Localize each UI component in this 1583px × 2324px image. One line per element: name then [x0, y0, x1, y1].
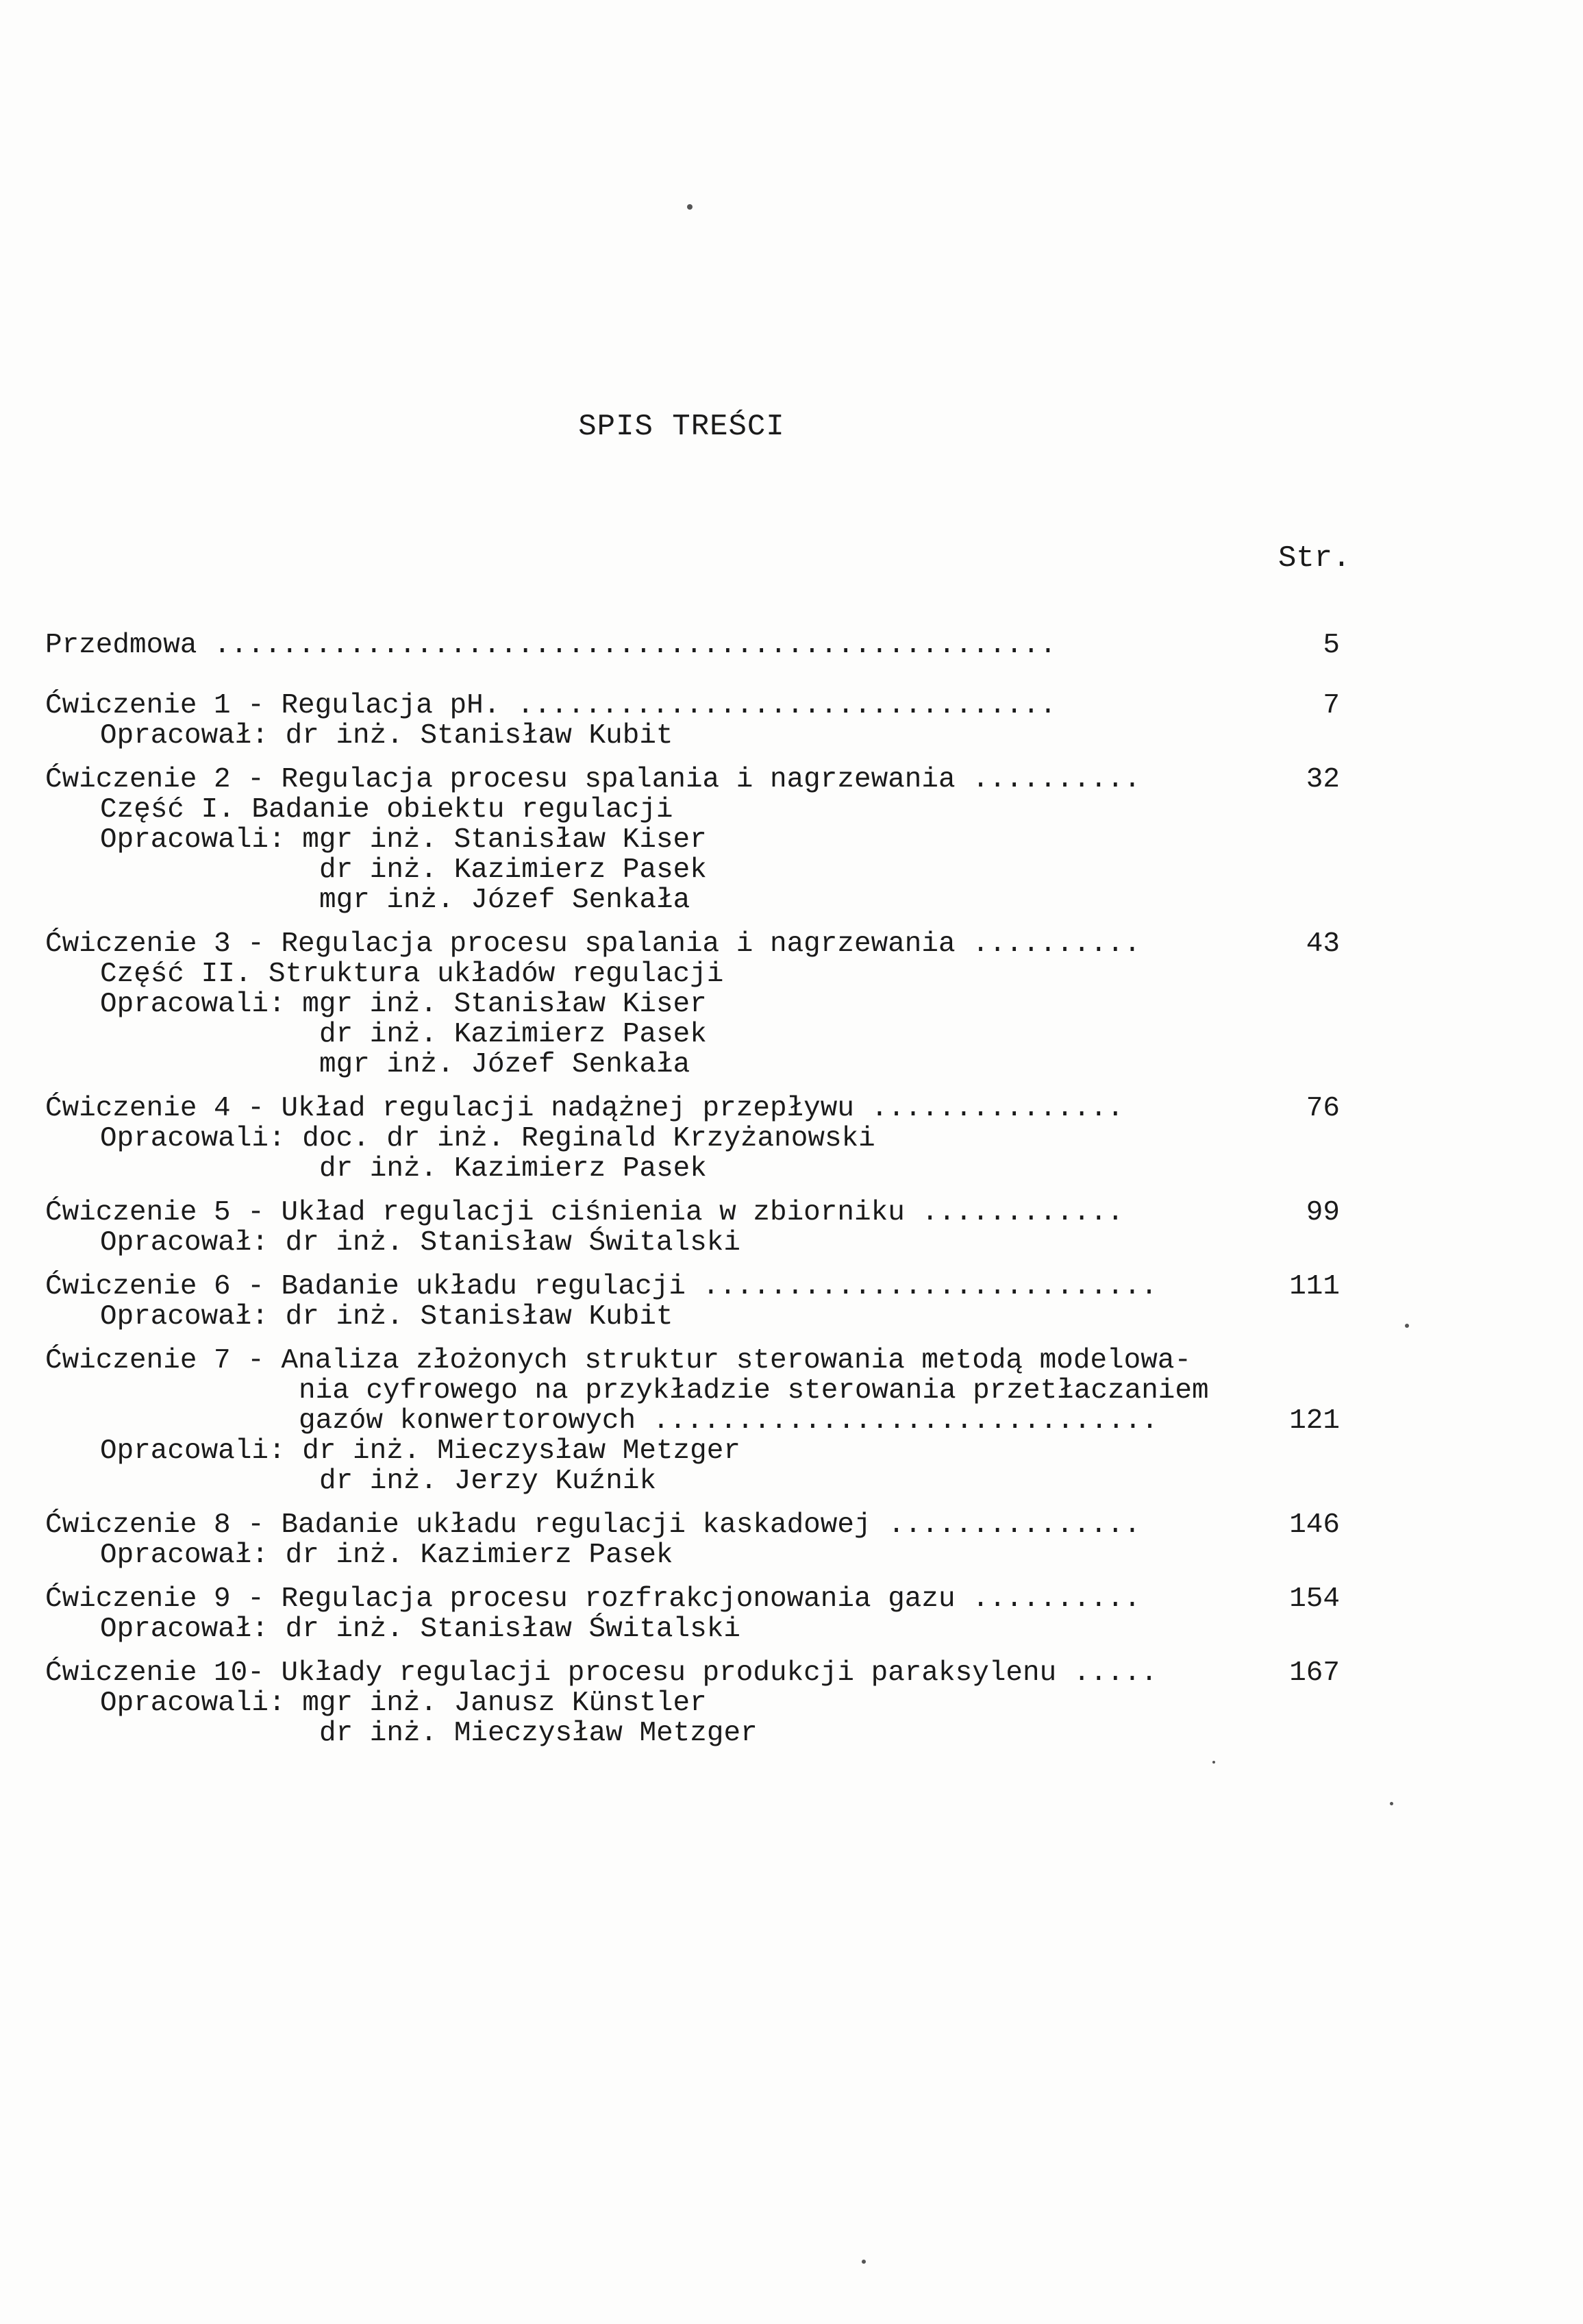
toc-line-text: Ćwiczenie 2 - Regulacja procesu spalania i nagrzewania .......... — [45, 764, 1141, 795]
toc-line-text: Przedmowa .................................................. — [45, 630, 1057, 661]
toc-page-number: 43 — [1306, 928, 1340, 960]
toc-line-text: Opracował: dr inż. Stanisław Świtalski — [100, 1614, 740, 1645]
scan-speck — [1390, 1802, 1393, 1805]
toc-entry-heading — [45, 1272, 1415, 1302]
page-column-label: Str. — [1278, 541, 1351, 576]
toc-entry-detail — [45, 959, 1415, 989]
toc-entry-heading — [45, 1584, 1415, 1614]
toc-line-text: Ćwiczenie 8 - Badanie układu regulacji kaskadowej ............... — [45, 1509, 1141, 1541]
toc-entry — [45, 1658, 1415, 1748]
toc-entry-detail — [45, 855, 1415, 885]
toc-page-number: 7 — [1323, 690, 1340, 721]
toc-entry-detail — [45, 1228, 1415, 1258]
toc-entry — [45, 691, 1415, 751]
toc-line-text: Ćwiczenie 4 - Układ regulacji nadążnej przepływu ............... — [45, 1093, 1124, 1124]
toc-entry — [45, 1272, 1415, 1332]
toc-spacer — [45, 1748, 1415, 1762]
table-of-contents — [45, 630, 1415, 1762]
toc-line-text: Opracowali: mgr inż. Stanisław Kiser — [100, 989, 707, 1020]
toc-page-number: 154 — [1289, 1583, 1340, 1615]
toc-page-number: 5 — [1323, 630, 1340, 661]
toc-line-text: Opracowali: mgr inż. Stanisław Kiser — [100, 824, 707, 856]
scan-speck — [687, 204, 693, 210]
toc-entry-detail — [45, 1376, 1415, 1406]
toc-line-text: dr inż. Jerzy Kuźnik — [319, 1466, 657, 1497]
toc-entry — [45, 765, 1415, 915]
page-title: SPIS TREŚCI — [578, 410, 785, 444]
toc-spacer — [45, 1184, 1415, 1198]
toc-entry — [45, 630, 1415, 660]
toc-entry-detail — [45, 885, 1415, 915]
toc-line-text: dr inż. Mieczysław Metzger — [319, 1718, 758, 1749]
toc-entry-heading — [45, 1346, 1415, 1376]
toc-line-text: Opracowali: doc. dr inż. Reginald Krzyżanowski — [100, 1123, 875, 1154]
toc-entry-detail — [45, 795, 1415, 825]
toc-spacer — [45, 1644, 1415, 1658]
toc-page-number: 146 — [1289, 1509, 1340, 1541]
toc-line-text: mgr inż. Józef Senkała — [319, 885, 690, 916]
toc-entry-detail — [45, 1302, 1415, 1332]
toc-line-text: nia cyfrowego na przykładzie sterowania przetłaczaniem — [299, 1375, 1209, 1407]
toc-page-number: 111 — [1289, 1271, 1340, 1302]
toc-line-text: Ćwiczenie 9 - Regulacja procesu rozfrakcjonowania gazu .......... — [45, 1583, 1141, 1615]
toc-entry-heading — [45, 1093, 1415, 1124]
toc-entry-detail — [45, 1540, 1415, 1570]
toc-spacer — [45, 751, 1415, 765]
toc-line-text: Ćwiczenie 7 - Analiza złożonych struktur sterowania metodą modelowa- — [45, 1345, 1192, 1376]
toc-line-text: Część I. Badanie obiektu regulacji — [100, 794, 673, 826]
toc-line-text: Ćwiczenie 10- Układy regulacji procesu produkcji paraksylenu ..... — [45, 1657, 1158, 1689]
toc-page-number: 99 — [1306, 1197, 1340, 1228]
toc-entry-detail — [45, 1019, 1415, 1050]
toc-entry — [45, 929, 1415, 1080]
scan-speck — [1212, 1761, 1215, 1764]
toc-entry — [45, 1346, 1415, 1496]
toc-entry-detail — [45, 1436, 1415, 1466]
toc-page-number: 32 — [1306, 764, 1340, 795]
toc-line-text: dr inż. Kazimierz Pasek — [319, 1019, 707, 1050]
toc-spacer — [45, 1332, 1415, 1346]
scan-speck — [1405, 1324, 1409, 1328]
toc-spacer — [45, 1258, 1415, 1272]
toc-entry-heading — [45, 630, 1415, 660]
toc-line-text: Ćwiczenie 5 - Układ regulacji ciśnienia w zbiorniku ............ — [45, 1197, 1124, 1228]
toc-line-text: dr inż. Kazimierz Pasek — [319, 1153, 707, 1185]
toc-page-number: 76 — [1306, 1093, 1340, 1124]
toc-entry-detail — [45, 1614, 1415, 1644]
toc-page-number: 167 — [1289, 1657, 1340, 1689]
toc-line-text: Opracował: dr inż. Stanisław Kubit — [100, 1301, 673, 1333]
toc-entry-detail — [45, 721, 1415, 751]
toc-entry-detail — [45, 1154, 1415, 1184]
toc-entry-detail — [45, 1688, 1415, 1718]
toc-entry-detail — [45, 989, 1415, 1019]
toc-entry — [45, 1093, 1415, 1184]
toc-entry-detail — [45, 1718, 1415, 1748]
toc-spacer — [45, 1080, 1415, 1093]
toc-line-text: Opracował: dr inż. Stanisław Świtalski — [100, 1227, 740, 1259]
toc-line-text: Opracowali: mgr inż. Janusz Künstler — [100, 1688, 707, 1719]
toc-line-text: Ćwiczenie 6 - Badanie układu regulacji ........................... — [45, 1271, 1158, 1302]
toc-spacer — [45, 1570, 1415, 1584]
toc-entry-detail — [45, 1050, 1415, 1080]
toc-line-text: mgr inż. Józef Senkała — [319, 1049, 690, 1080]
toc-entry-heading — [45, 691, 1415, 721]
toc-entry-heading — [45, 765, 1415, 795]
toc-entry — [45, 1510, 1415, 1570]
toc-line-text: Ćwiczenie 1 - Regulacja pH. ................................ — [45, 690, 1057, 721]
toc-line-text: Ćwiczenie 3 - Regulacja procesu spalania i nagrzewania .......... — [45, 928, 1141, 960]
toc-entry-heading — [45, 1510, 1415, 1540]
toc-entry-detail — [45, 1124, 1415, 1154]
toc-spacer — [45, 915, 1415, 929]
toc-line-text: gazów konwertorowych .............................. — [299, 1405, 1158, 1437]
toc-spacer — [45, 1496, 1415, 1510]
toc-line-text: Opracował: dr inż. Stanisław Kubit — [100, 720, 673, 752]
scan-speck — [862, 2260, 866, 2264]
toc-entry — [45, 1584, 1415, 1644]
toc-line-text: Opracował: dr inż. Kazimierz Pasek — [100, 1540, 673, 1571]
toc-line-text: dr inż. Kazimierz Pasek — [319, 854, 707, 886]
toc-line-text: Opracowali: dr inż. Mieczysław Metzger — [100, 1435, 740, 1467]
toc-entry-detail — [45, 1406, 1415, 1436]
toc-entry-detail — [45, 1466, 1415, 1496]
toc-entry-heading — [45, 929, 1415, 959]
toc-entry — [45, 1198, 1415, 1258]
toc-entry-heading — [45, 1198, 1415, 1228]
toc-line-text: Część II. Struktura układów regulacji — [100, 959, 724, 990]
toc-entry-heading — [45, 1658, 1415, 1688]
toc-spacer — [45, 660, 1415, 691]
toc-page-number: 121 — [1289, 1405, 1340, 1437]
toc-entry-detail — [45, 825, 1415, 855]
